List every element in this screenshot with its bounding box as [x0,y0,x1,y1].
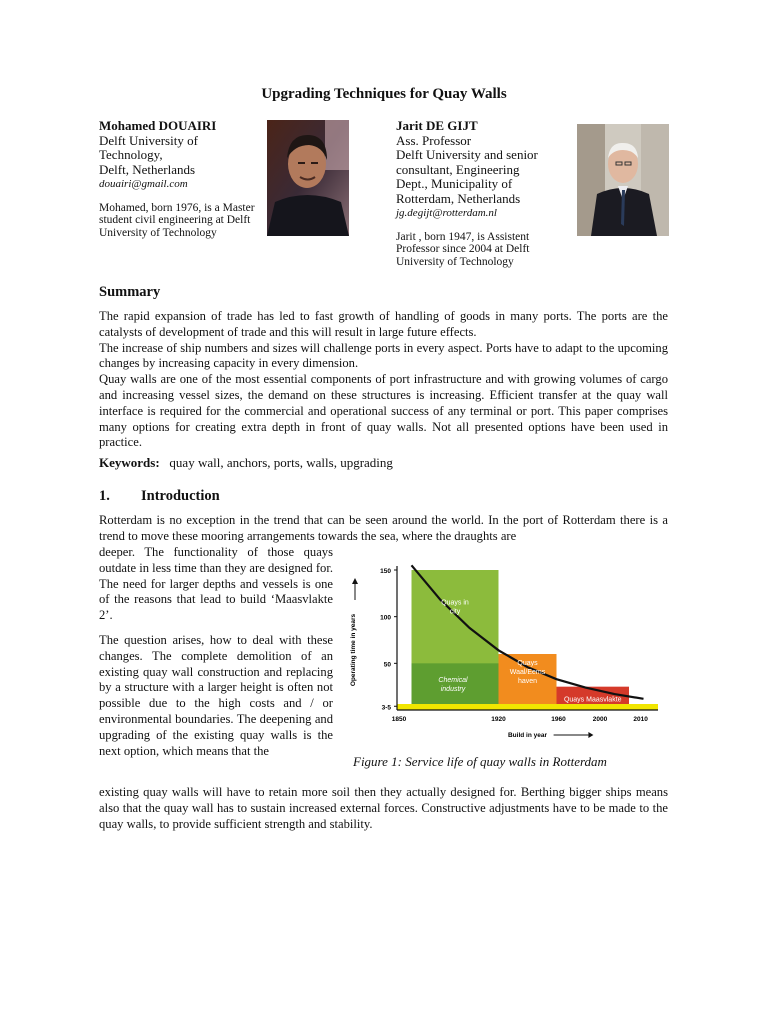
section-heading-introduction: Introduction [141,488,220,504]
paper-title: Upgrading Techniques for Quay Walls [261,86,507,102]
x-tick-label: 2000 [592,716,608,723]
y-tick-label: 100 [380,614,391,622]
x-tick-label: 1960 [551,716,566,723]
author-bio [99,202,264,240]
author-bio-line: student civil engineering at Delft [99,214,251,226]
summary-paragraph: The rapid expansion of trade has led to fast growth of handling of goods in many ports. The ports are the catalysts of development of trade and this will result in large future effects. [99,309,668,339]
figure-caption: Figure 1: Service life of quay walls in Rotterdam [353,754,607,769]
baseline-band [397,704,658,710]
intro-paragraph-top: Rotterdam is no exception in the trend that can be seen around the world. In the port of Rotterdam there is a trend to move these mooring arrangements towards the sea, where the draughts are [99,513,668,543]
bar-label-quays-in-city: city [449,608,461,616]
author-block-1 [99,119,264,239]
bar-label-chemical-industry: industry [440,686,466,693]
keywords-label: Keywords: [99,455,160,470]
summary-paragraph: Quay walls are one of the most essential components of port infrastructure and with growing volumes of cargo and increasing vessel sizes, the demand on these structures is increasing. Efficient transfer at the quay wall interface is required for the commercial and operational success of any terminal or port. This paper comprises many options for creating extra depth in front of quay walls. Not all presented options have been used in practice. [99,372,668,450]
summary-body [99,309,668,451]
summary-paragraph: The increase of ship numbers and sizes will challenge ports in every aspect. Ports have to adapt to the upcoming changes by increasing capacity in every dimension. [99,340,668,371]
y-tick-label: 150 [380,568,391,575]
author-photo-2 [577,124,669,236]
portrait-older-man-image [577,124,669,236]
author-name: Mohamed DOUAIRI [99,118,217,133]
intro-paragraph-bottom: existing quay walls will have to retain more soil then they actually designed for. Berthing bigger ships means also that the quay wall has to sustain increased external forces. Constructive adjustments have to be made to the quay walls, to provide sufficient strength and stability. [99,785,668,831]
y-tick-label: 3-5 [381,704,391,712]
author-email[interactable]: jg.degijt@rotterdam.nl [396,207,497,219]
author-bio-line: University of Technology [99,226,217,239]
author-affiliation-line: Technology, [99,147,163,162]
bar-label-quays-in-city: Quays in [441,599,469,607]
intro-column-paragraph-2: The question arises, how to deal with these changes. The complete demolition of an existing quay wall construction and replacing by a structure with a larger height is often not possible due to the high costs and / or environmental boundaries. The deepening and upgrading of the existing quay walls is the next option, which means that the [99,633,333,758]
x-tick-label: 2010 [633,716,648,723]
author-bio-line: Mohamed, born 1976, is a Master [99,201,255,214]
bar-label-waal-eems: Waal/Eems [509,669,546,677]
keywords-list: quay wall, anchors, ports, walls, upgrading [169,455,393,470]
author-bio-line: University of Technology [396,255,514,268]
bar-label-maasvlakte: Quays Maasvlakte [563,696,622,704]
y-axis-arrowhead [352,578,358,584]
author-affiliation-line: Ass. Professor [396,132,472,148]
summary-heading: Summary [99,284,161,300]
author-name: Jarit DE GIJT [396,118,478,133]
y-tick-label: 50 [383,661,391,669]
bar-label-waal-eems: Quays [517,660,538,668]
author-affiliation-line: Delft, Netherlands [99,161,196,177]
intro-column-paragraph-1: deeper. The functionality of those quays outdate in less time than they are designed for. The need for larger depths and vessels is one of the reasons that lead to build ‘Maasvlakte 2’. [99,545,333,623]
section-number: 1. [99,488,110,504]
author-affiliation-line: Delft University and senior [396,147,538,162]
author-bio [396,231,566,269]
x-axis-label: Build in year [507,732,548,739]
author-email[interactable]: douairi@gmail.com [99,178,188,190]
author-bio-line: Jarit , born 1947, is Assistent [396,230,530,243]
x-axis-arrowhead [588,732,593,738]
author-photo-1 [267,120,349,236]
author-affiliation-line: Dept., Municipality of [396,176,513,191]
author-affiliation-line: Delft University of [99,132,198,148]
author-affiliation-line: consultant, Engineering [396,161,520,177]
figure-chart [343,550,668,750]
y-axis-label: Operating time in years [350,613,357,687]
bar-label-waal-eems: haven [517,678,538,686]
author-affiliation-line: Rotterdam, Netherlands [396,190,521,206]
keywords-line [99,455,668,471]
author-block-2 [396,119,566,268]
author-bio-line: Professor since 2004 at Delft [396,243,530,255]
x-tick-label: 1850 [391,716,407,723]
x-tick-label: 1920 [491,716,506,723]
service-life-chart [343,550,668,750]
portrait-young-man-image [267,120,349,236]
bar-label-chemical-industry: Chemical [438,677,468,684]
